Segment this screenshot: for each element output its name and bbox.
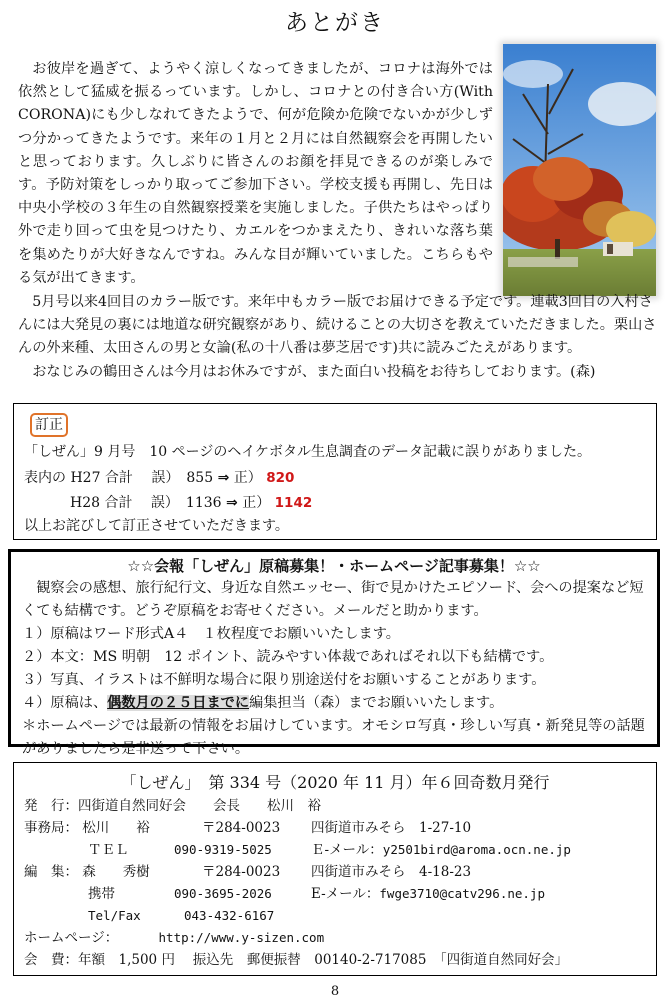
- arrow-icon: ⇒: [217, 470, 230, 486]
- colophon-homepage: ホームページ： http://www.y-sizen.com: [24, 930, 325, 946]
- editor-email-link[interactable]: fwge3710@catv296.ne.jp: [379, 886, 545, 901]
- colophon-office-address: 四街道市みそら 1-27-10: [311, 820, 472, 836]
- correction-row-h28-value: 1142: [274, 495, 313, 511]
- correction-row-h28-label: H28 合計 誤） 1136: [70, 495, 222, 511]
- afterword-text-continued: [18, 291, 658, 384]
- recruitment-note: ＊ホームページでは最新の情報をお届けしています。オモシロ写真・珍しい写真・新発見等の話題がありましたら是非送って下さい。: [22, 718, 645, 757]
- recruitment-item-4: ４）原稿は、偶数月の２５日までに編集担当（森）までお願いいたします。: [22, 695, 504, 711]
- arrow-icon: ⇒: [226, 495, 238, 511]
- colophon-office-tel-label: ＴＥＬ: [88, 842, 129, 858]
- colophon-office-mail: Ｅ-メール：y2501bird@aroma.ocn.ne.jp: [311, 842, 571, 858]
- colophon-editor-address: 四街道市みそら 4-18-23: [311, 864, 472, 880]
- colophon-editor-mail: E-メール：fwge3710@catv296.ne.jp: [311, 886, 545, 902]
- office-email-link[interactable]: y2501bird@aroma.ocn.ne.jp: [382, 842, 571, 857]
- correction-closing: 以上お詫びして訂正させていただきます。: [24, 518, 289, 534]
- colophon-fax: 043-432-6167: [184, 908, 275, 923]
- colophon-editor-zip: 〒284-0023: [202, 864, 281, 880]
- recruitment-heading: ☆☆会報「しぜん」原稿募集！・ホームページ記事募集！☆☆: [127, 557, 541, 575]
- colophon-publisher: 発 行：四街道自然同好会 会長 松川 裕: [24, 798, 321, 814]
- colophon-box: [13, 762, 657, 976]
- correction-row-h27-correct-label: 正）: [233, 470, 262, 486]
- homepage-link[interactable]: http://www.y-sizen.com: [158, 930, 325, 945]
- correction-row-h27: [24, 468, 294, 488]
- colophon-office-tel: 090-9319-5025: [174, 842, 272, 857]
- colophon-office-zip: 〒284-0023: [202, 820, 281, 836]
- colophon-fee: 会 費：年額 1,500 円 振込先 郵便振替 00140-2-717085 「四街道自然同好会」: [24, 952, 569, 968]
- recruitment-item-1: １）原稿はワード形式A４ １枚程度でお願いいたします。: [22, 626, 400, 642]
- correction-row-h28: [70, 493, 312, 513]
- afterword-text: [18, 58, 493, 290]
- afterword-paragraph-1: お彼岸を過ぎて、ようやく涼しくなってきましたが、コロナは海外では依然として猛威を振るっています。しかし、コロナとの付き合い方(With CORONA)にも少しなれてきたようで、何が危険か危険でないかが少しずつ分かってきたようです。来年の１月と２月には自然観察会を再開したいと思っております。久しぶりに皆さんのお顔を拝見できるのが楽しみです。予防対策をしっかり取ってご参加下さい。学校支援も再開し、先日は中央小学校の３年生の自然観察授業を実施しました。子供たちはやっぱり外で走り回って虫を見つけたり、カエルをつかまえたり、きれいな落ち葉を集めたりが大好きなんですね。みんな目が輝いていました。こちらもやる気が出てきます。: [18, 61, 493, 286]
- afterword-paragraph-3: おなじみの鶴田さんは今月はお休みですが、また面白い投稿をお待ちしております。(森): [32, 363, 596, 380]
- colophon-editor-mobile-label: 携帯: [88, 886, 115, 902]
- deadline-highlight: 偶数月の２５日までに: [107, 695, 250, 711]
- colophon-fax-label: Tel/Fax: [88, 908, 141, 923]
- page-number: 8: [330, 984, 340, 999]
- colophon-office: 事務局： 松川 裕: [24, 820, 150, 836]
- recruitment-body: [22, 577, 652, 761]
- recruitment-item-3: ３）写真、イラストは不鮮明な場合に限り別途送付をお願いすることがあります。: [22, 672, 546, 688]
- colophon-editor: 編 集： 森 秀樹: [24, 864, 150, 880]
- correction-row-h27-label: 表内の H27 合計 誤） 855: [24, 470, 214, 486]
- correction-row-h28-correct-label: 正）: [242, 495, 271, 511]
- correction-box: [13, 403, 657, 540]
- colophon-heading: 「しぜん」 第 334 号（2020 年 11 月）年６回奇数月発行: [120, 773, 550, 792]
- afterword-paragraph-2: 5月号以来4回目のカラー版です。来年中もカラー版でお届けできる予定です。連載3回目の入村さんには大発見の裏には地道な研究観察があり、続けることの大切さを教えていただきました。栗山さんの外来種、太田さんの男と女論(私の十八番は夢芝居です)共に読みごたえがあります。: [18, 294, 657, 357]
- correction-row-h27-value: 820: [266, 470, 295, 486]
- page-title: あとがき: [285, 10, 385, 36]
- correction-description: 「しぜん」9 月号 10 ページのヘイケボタル生息調査のデータ記載に誤りがありました。: [24, 444, 592, 460]
- colophon-editor-mobile: 090-3695-2026: [174, 886, 272, 901]
- recruitment-item-2: ２）本文：MS 明朝 12 ポイント、読みやすい体裁であればそれ以下も結構です。: [22, 649, 554, 665]
- recruitment-intro: 観察会の感想、旅行紀行文、身近な自然エッセー、街で見かけたエピソード、会への提案など短くても結構です。どうぞ原稿をお寄せください。メールだと助かります。: [22, 580, 644, 619]
- autumn-tree-photo: [503, 44, 656, 296]
- correction-label: 訂正: [30, 413, 68, 437]
- recruitment-box: [8, 549, 660, 757]
